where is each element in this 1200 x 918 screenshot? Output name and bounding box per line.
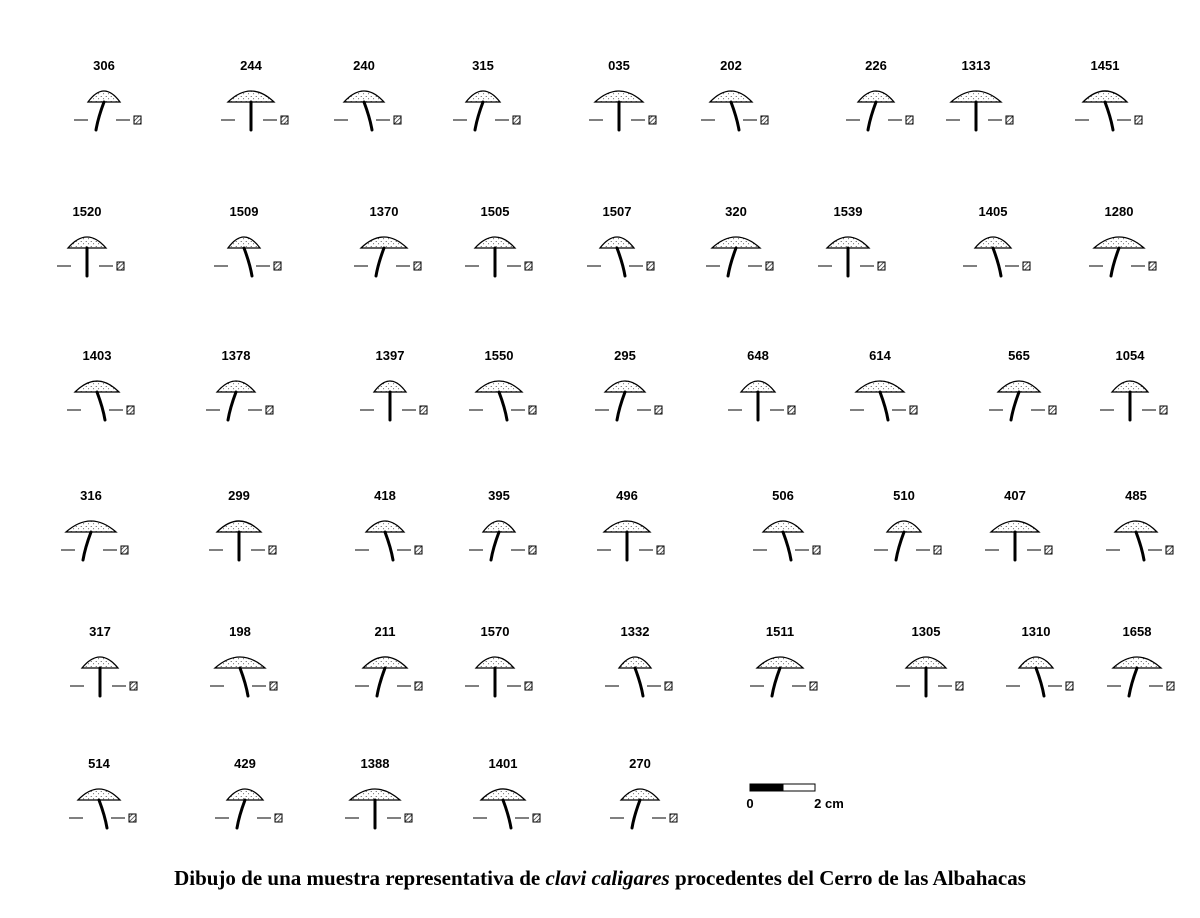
nail-head: [763, 521, 803, 532]
nail-head: [975, 237, 1011, 248]
nail-shank: [376, 248, 384, 276]
nail-head: [82, 657, 118, 668]
nail-shank: [1105, 102, 1113, 130]
nail-label: 418: [374, 488, 396, 503]
nail-head: [710, 91, 752, 102]
nail-198: [210, 624, 277, 696]
scale-bar: [746, 784, 843, 811]
nail-1280: [1089, 204, 1156, 276]
nail-head: [228, 237, 260, 248]
caption-italic-term: clavi caligares: [545, 866, 670, 890]
shank-cross-section: [130, 682, 137, 690]
shank-cross-section: [665, 682, 672, 690]
nail-head: [217, 381, 255, 392]
nail-shank: [83, 532, 91, 560]
shank-cross-section: [414, 262, 421, 270]
nail-496: [597, 488, 664, 560]
nail-1401: [473, 756, 540, 828]
caption-text-start: Dibujo de una muestra representativa de: [174, 866, 546, 890]
shank-cross-section: [657, 546, 664, 554]
nail-1505: [465, 204, 532, 276]
nail-shank: [364, 102, 372, 130]
nail-506: [753, 488, 820, 560]
nail-211: [355, 624, 422, 696]
shank-cross-section: [1135, 116, 1142, 124]
nail-head: [466, 91, 500, 102]
scale-bar-end-label: 2 cm: [814, 796, 844, 811]
shank-cross-section: [420, 406, 427, 414]
nail-label: 1658: [1122, 624, 1152, 639]
nail-head: [228, 91, 274, 102]
specimens-group: [57, 58, 1174, 828]
shank-cross-section: [513, 116, 520, 124]
nail-head: [858, 91, 894, 102]
nail-shank: [896, 532, 904, 560]
nail-614: [850, 348, 917, 420]
nail-head: [66, 521, 116, 532]
scale-bar-white-segment: [783, 784, 815, 791]
shank-cross-section: [281, 116, 288, 124]
nail-label: 299: [228, 488, 250, 503]
nail-label: 1520: [72, 204, 102, 219]
nail-label: 1507: [602, 204, 632, 219]
nail-head: [481, 789, 525, 800]
nail-299: [209, 488, 276, 560]
nail-1388: [345, 756, 412, 828]
scale-bar-start-label: 0: [746, 796, 754, 811]
nail-shank: [635, 668, 643, 696]
nail-label: 198: [229, 624, 251, 639]
nail-295: [595, 348, 662, 420]
nail-label: 614: [869, 348, 891, 363]
shank-cross-section: [878, 262, 885, 270]
nail-label: 1370: [369, 204, 399, 219]
nail-label: 240: [353, 58, 375, 73]
shank-cross-section: [275, 814, 282, 822]
nail-shank: [772, 668, 780, 696]
shank-cross-section: [1006, 116, 1013, 124]
nail-shank: [1136, 532, 1144, 560]
nail-shank: [1129, 668, 1137, 696]
nail-514: [69, 756, 136, 828]
nail-317: [70, 624, 137, 696]
nail-label: 1313: [961, 58, 991, 73]
shank-cross-section: [134, 116, 141, 124]
nail-head: [227, 789, 263, 800]
nail-head: [951, 91, 1001, 102]
nail-label: 202: [720, 58, 742, 73]
shank-cross-section: [529, 546, 536, 554]
nail-1507: [587, 204, 654, 276]
nail-1509: [214, 204, 281, 276]
nail-shank: [237, 800, 245, 828]
nail-label: 211: [374, 624, 396, 639]
nail-label: 1550: [484, 348, 514, 363]
nail-1397: [360, 348, 427, 420]
nail-label: 1280: [1104, 204, 1134, 219]
scale-bar-black-segment: [750, 784, 783, 791]
nail-1570: [465, 624, 532, 696]
nail-head: [712, 237, 760, 248]
nail-395: [469, 488, 536, 560]
nail-head: [600, 237, 634, 248]
nail-shank: [728, 248, 736, 276]
nail-316: [61, 488, 128, 560]
nail-1310: [1006, 624, 1073, 696]
shank-cross-section: [1167, 682, 1174, 690]
nail-shank: [617, 248, 625, 276]
nail-1520: [57, 204, 124, 276]
shank-cross-section: [274, 262, 281, 270]
shank-cross-section: [934, 546, 941, 554]
nail-244: [221, 58, 288, 130]
shank-cross-section: [956, 682, 963, 690]
nail-315: [453, 58, 520, 130]
shank-cross-section: [766, 262, 773, 270]
nail-head: [998, 381, 1040, 392]
nail-shank: [97, 392, 105, 420]
nail-head: [483, 521, 515, 532]
nail-shank: [228, 392, 236, 420]
nail-head: [741, 381, 775, 392]
nail-shank: [1111, 248, 1119, 276]
shank-cross-section: [1045, 546, 1052, 554]
nail-label: 1451: [1090, 58, 1120, 73]
nail-label: 1397: [375, 348, 405, 363]
nail-label: 320: [725, 204, 747, 219]
nail-label: 306: [93, 58, 115, 73]
nail-label: 295: [614, 348, 636, 363]
nail-shank: [993, 248, 1001, 276]
shank-cross-section: [415, 682, 422, 690]
nail-label: 1505: [480, 204, 510, 219]
nail-1539: [818, 204, 885, 276]
figure-caption: [0, 866, 1200, 891]
shank-cross-section: [529, 406, 536, 414]
nail-shank: [880, 392, 888, 420]
nail-shank: [244, 248, 252, 276]
nail-1658: [1107, 624, 1174, 696]
nail-shank: [499, 392, 507, 420]
nail-head: [88, 91, 120, 102]
nail-label: 1570: [480, 624, 510, 639]
nail-head: [991, 521, 1039, 532]
shank-cross-section: [269, 546, 276, 554]
nail-306: [74, 58, 141, 130]
nail-shank: [240, 668, 248, 696]
nail-head: [344, 91, 384, 102]
nail-label: 496: [616, 488, 638, 503]
nail-label: 1388: [360, 756, 390, 771]
nail-label: 1332: [620, 624, 650, 639]
shank-cross-section: [649, 116, 656, 124]
caption-text-end: procedentes del Cerro de las Albahacas: [669, 866, 1026, 890]
nail-head: [604, 521, 650, 532]
nail-shank: [868, 102, 876, 130]
nail-035: [589, 58, 656, 130]
nail-shank: [503, 800, 511, 828]
nail-head: [621, 789, 659, 800]
nail-1313: [946, 58, 1013, 130]
nail-head: [595, 91, 643, 102]
nail-label: 1401: [488, 756, 518, 771]
shank-cross-section: [1149, 262, 1156, 270]
nail-head: [374, 381, 406, 392]
nail-head: [1113, 657, 1161, 668]
nail-1378: [206, 348, 273, 420]
nail-head: [366, 521, 404, 532]
nail-label: 1539: [833, 204, 863, 219]
shank-cross-section: [129, 814, 136, 822]
nail-head: [1115, 521, 1157, 532]
nail-270: [610, 756, 677, 828]
nail-1511: [750, 624, 817, 696]
nail-shank: [1036, 668, 1044, 696]
nail-head: [856, 381, 904, 392]
nail-label: 1405: [978, 204, 1008, 219]
nail-320: [706, 204, 773, 276]
nail-label: 510: [893, 488, 915, 503]
nail-label: 226: [865, 58, 887, 73]
nail-label: 1305: [911, 624, 941, 639]
nail-label: 035: [608, 58, 630, 73]
shank-cross-section: [525, 262, 532, 270]
shank-cross-section: [405, 814, 412, 822]
nail-label: 1378: [221, 348, 251, 363]
nail-648: [728, 348, 795, 420]
nail-head: [827, 237, 869, 248]
nail-shank: [491, 532, 499, 560]
nail-label: 429: [234, 756, 256, 771]
nail-label: 315: [472, 58, 494, 73]
nail-head: [476, 657, 514, 668]
nail-label: 1511: [765, 624, 795, 639]
shank-cross-section: [670, 814, 677, 822]
nail-label: 395: [488, 488, 510, 503]
shank-cross-section: [1160, 406, 1167, 414]
nail-head: [363, 657, 407, 668]
nail-1370: [354, 204, 421, 276]
nail-shank: [632, 800, 640, 828]
shank-cross-section: [270, 682, 277, 690]
nail-head: [75, 381, 119, 392]
shank-cross-section: [655, 406, 662, 414]
nail-head: [217, 521, 261, 532]
nail-565: [989, 348, 1056, 420]
nail-202: [701, 58, 768, 130]
nail-label: 648: [747, 348, 769, 363]
nail-1332: [605, 624, 672, 696]
nail-shank: [385, 532, 393, 560]
nail-407: [985, 488, 1052, 560]
nail-1405: [963, 204, 1030, 276]
nail-shank: [475, 102, 483, 130]
nail-shank: [99, 800, 107, 828]
nail-510: [874, 488, 941, 560]
shank-cross-section: [266, 406, 273, 414]
shank-cross-section: [910, 406, 917, 414]
nail-label: 506: [772, 488, 794, 503]
nail-shank: [96, 102, 104, 130]
nail-head: [906, 657, 946, 668]
nail-head: [350, 789, 400, 800]
shank-cross-section: [415, 546, 422, 554]
nail-head: [1112, 381, 1148, 392]
nail-1054: [1100, 348, 1167, 420]
nail-label: 316: [80, 488, 102, 503]
shank-cross-section: [647, 262, 654, 270]
nail-429: [215, 756, 282, 828]
shank-cross-section: [788, 406, 795, 414]
nail-shank: [1011, 392, 1019, 420]
nail-label: 1054: [1115, 348, 1145, 363]
nail-head: [476, 381, 522, 392]
nail-head: [619, 657, 651, 668]
shank-cross-section: [1023, 262, 1030, 270]
shank-cross-section: [117, 262, 124, 270]
nail-head: [215, 657, 265, 668]
nail-head: [78, 789, 120, 800]
nail-head: [68, 237, 106, 248]
nail-head: [361, 237, 407, 248]
shank-cross-section: [525, 682, 532, 690]
nail-head: [1094, 237, 1144, 248]
nail-label: 1509: [229, 204, 259, 219]
nail-label: 565: [1008, 348, 1030, 363]
nail-1403: [67, 348, 134, 420]
shank-cross-section: [127, 406, 134, 414]
nail-1451: [1075, 58, 1142, 130]
nail-shank: [783, 532, 791, 560]
shank-cross-section: [1049, 406, 1056, 414]
nail-head: [887, 521, 921, 532]
nail-label: 244: [240, 58, 262, 73]
nail-label: 1310: [1021, 624, 1051, 639]
nail-head: [475, 237, 515, 248]
nail-label: 407: [1004, 488, 1026, 503]
nail-label: 485: [1125, 488, 1147, 503]
nail-head: [757, 657, 803, 668]
shank-cross-section: [906, 116, 913, 124]
shank-cross-section: [533, 814, 540, 822]
shank-cross-section: [761, 116, 768, 124]
shank-cross-section: [1066, 682, 1073, 690]
nail-label: 317: [89, 624, 111, 639]
nail-418: [355, 488, 422, 560]
nail-label: 270: [629, 756, 651, 771]
nail-label: 1403: [82, 348, 112, 363]
shank-cross-section: [813, 546, 820, 554]
shank-cross-section: [810, 682, 817, 690]
nail-head: [605, 381, 645, 392]
nail-1305: [896, 624, 963, 696]
nail-485: [1106, 488, 1173, 560]
shank-cross-section: [1166, 546, 1173, 554]
nail-226: [846, 58, 913, 130]
nail-shank: [617, 392, 625, 420]
nail-label: 514: [88, 756, 110, 771]
shank-cross-section: [121, 546, 128, 554]
nail-shank: [731, 102, 739, 130]
shank-cross-section: [394, 116, 401, 124]
nail-1550: [469, 348, 536, 420]
nail-shank: [377, 668, 385, 696]
nail-head: [1019, 657, 1053, 668]
nail-240: [334, 58, 401, 130]
nail-head: [1083, 91, 1127, 102]
